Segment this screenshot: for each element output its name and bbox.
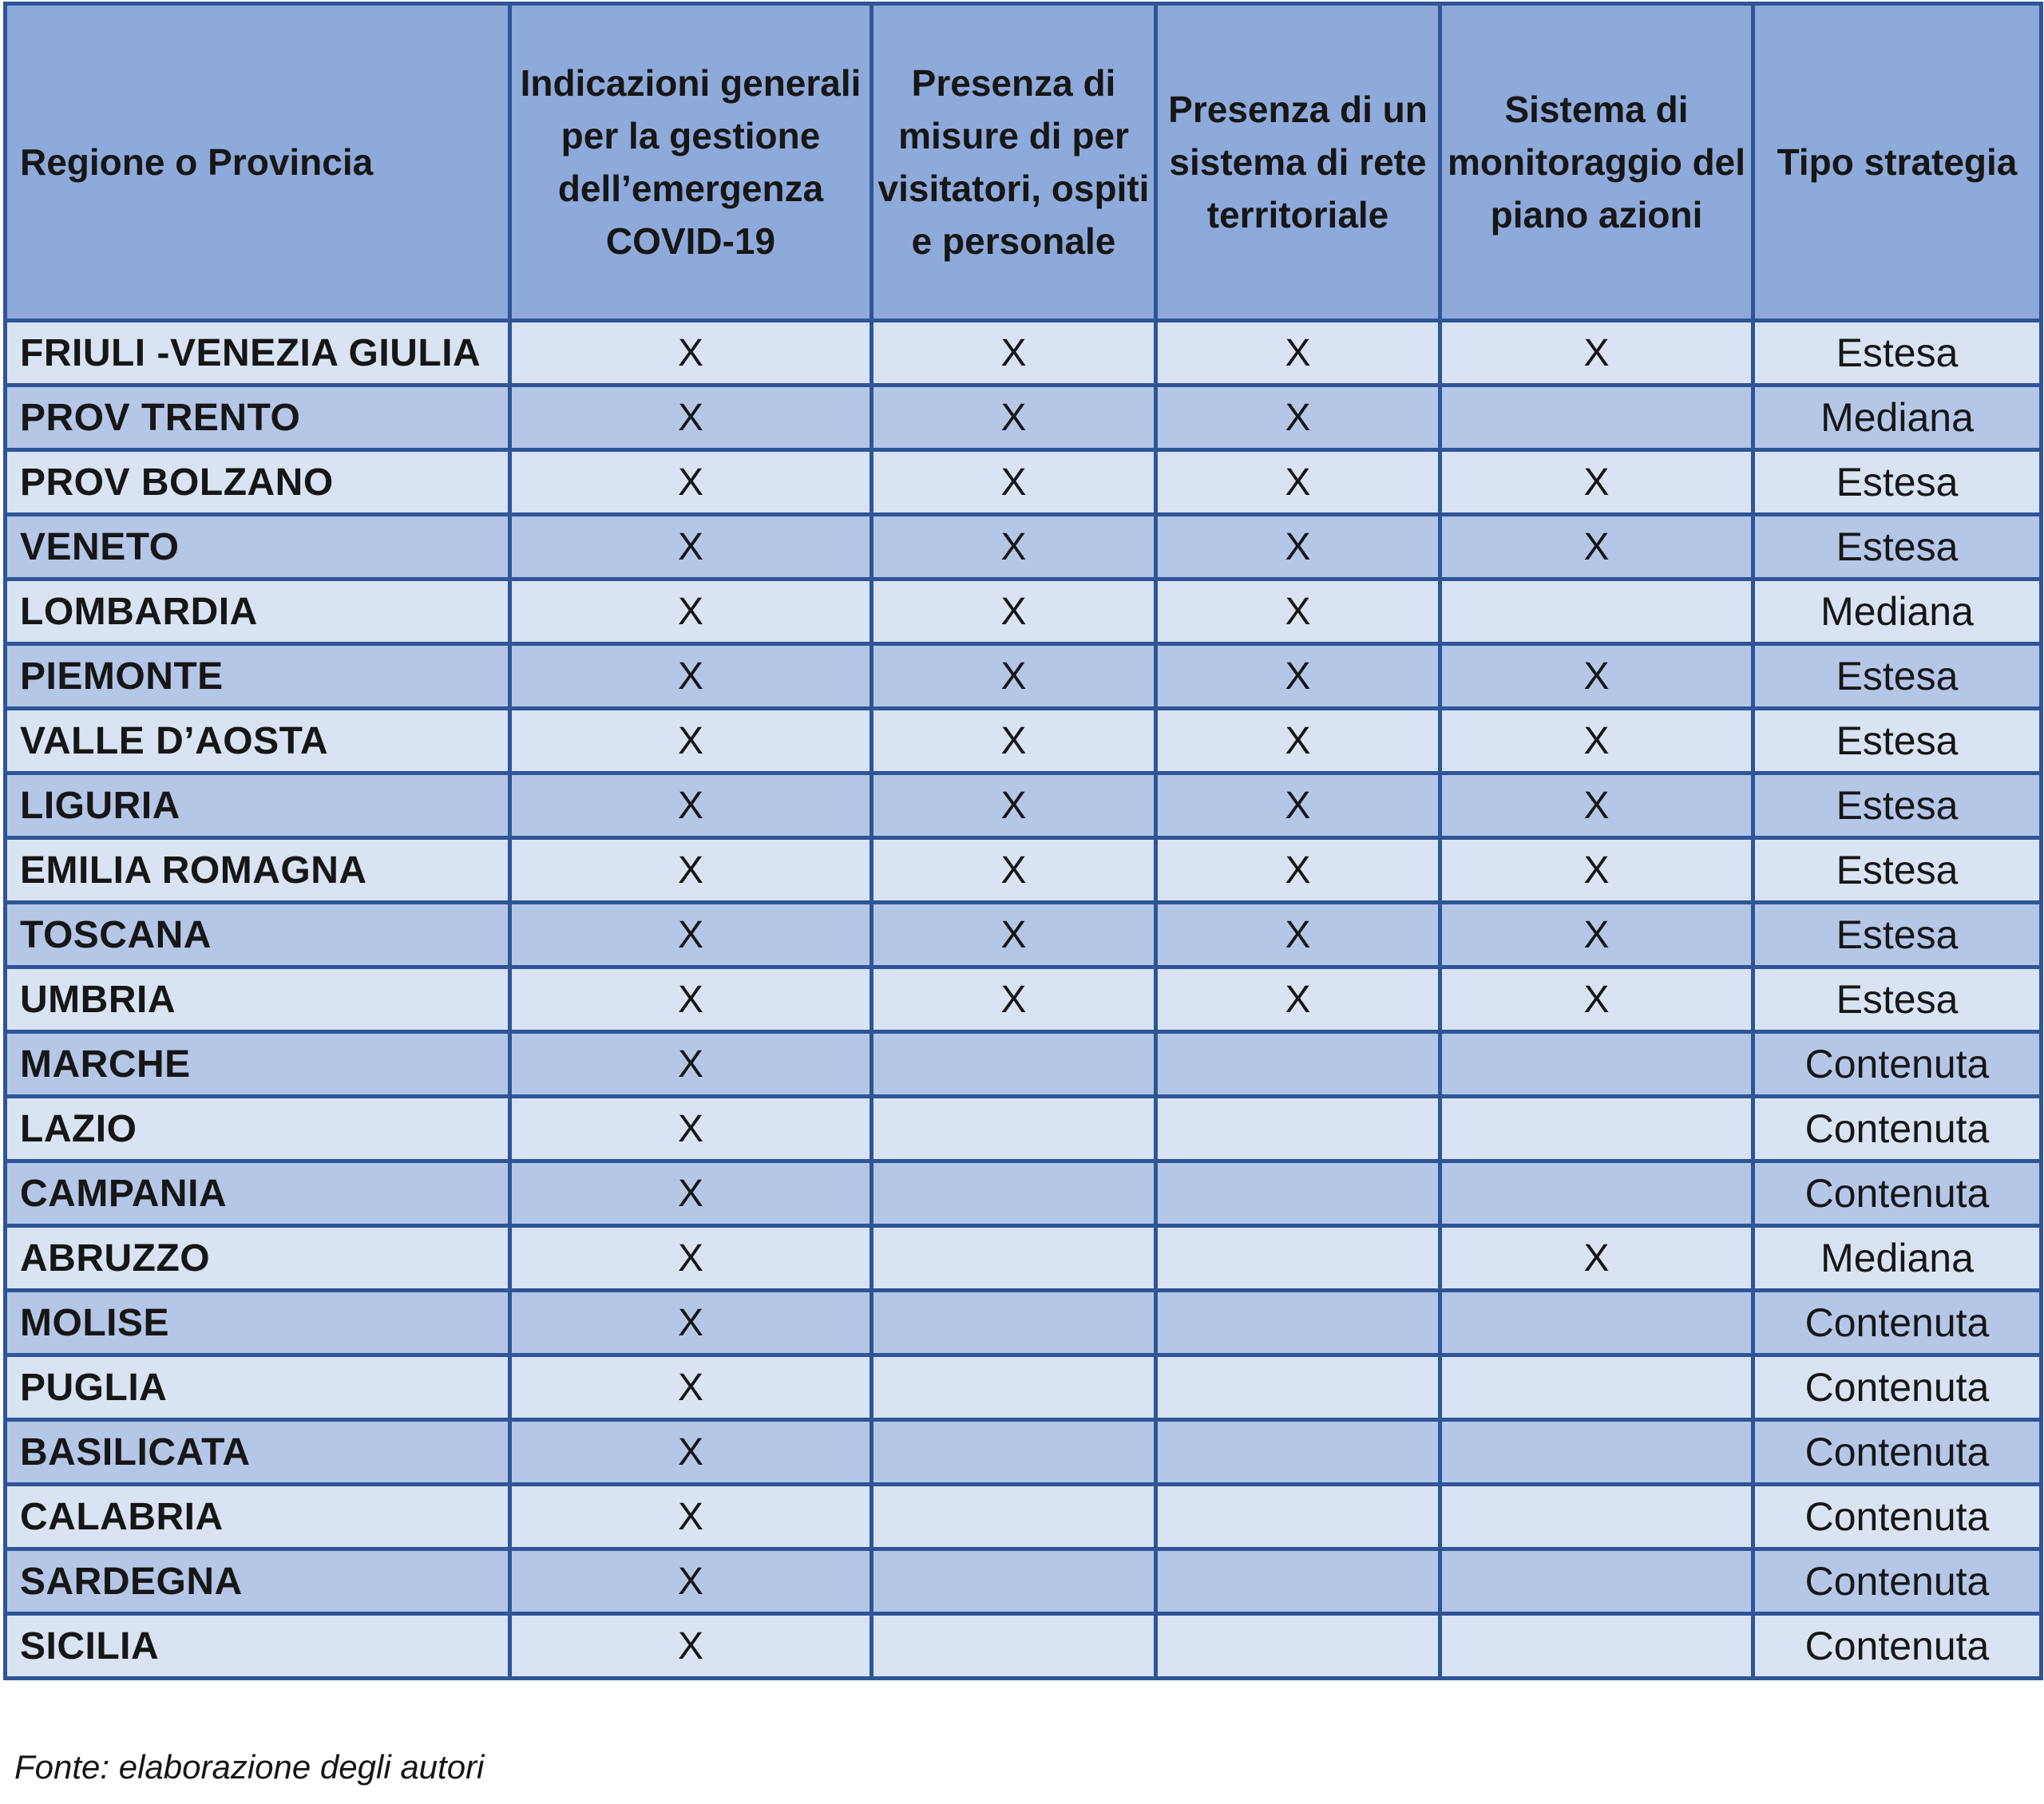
table-container [3,2,2039,1680]
table-row [6,515,2042,580]
general-indications-cell: X [510,838,872,903]
region-cell: SICILIA [6,1614,510,1679]
region-cell: ABRUZZO [6,1226,510,1291]
region-cell: MOLISE [6,1291,510,1355]
strategy-type-cell: Contenuta [1753,1614,2042,1679]
monitoring-system-cell [1440,1161,1753,1226]
general-indications-cell: X [510,1549,872,1614]
strategy-type-cell: Contenuta [1753,1161,2042,1226]
region-cell: EMILIA ROMAGNA [6,838,510,903]
territorial-network-cell: X [1156,967,1440,1032]
general-indications-cell: X [510,450,872,515]
visitor-measures-cell [872,1097,1156,1161]
strategy-type-cell: Contenuta [1753,1291,2042,1355]
territorial-network-cell [1156,1614,1440,1679]
region-cell: UMBRIA [6,967,510,1032]
territorial-network-cell [1156,1355,1440,1420]
general-indications-cell: X [510,644,872,709]
table-row [6,903,2042,967]
strategy-type-cell: Estesa [1753,967,2042,1032]
visitor-measures-cell [872,1420,1156,1485]
monitoring-system-cell [1440,1355,1753,1420]
visitor-measures-cell: X [872,515,1156,580]
territorial-network-cell: X [1156,903,1440,967]
general-indications-cell: X [510,515,872,580]
general-indications-cell: X [510,321,872,386]
region-cell: PUGLIA [6,1355,510,1420]
visitor-measures-cell [872,1032,1156,1097]
territorial-network-cell: X [1156,450,1440,515]
general-indications-cell: X [510,1291,872,1355]
table-row [6,1291,2042,1355]
visitor-measures-cell [872,1485,1156,1549]
territorial-network-cell [1156,1097,1440,1161]
general-indications-cell: X [510,1420,872,1485]
table-row [6,644,2042,709]
region-cell: VENETO [6,515,510,580]
monitoring-system-cell [1440,1420,1753,1485]
visitor-measures-cell [872,1355,1156,1420]
monitoring-system-cell: X [1440,450,1753,515]
monitoring-system-cell: X [1440,773,1753,838]
general-indications-cell: X [510,1614,872,1679]
table-row [6,386,2042,450]
region-cell: VALLE D’AOSTA [6,709,510,773]
table-row [6,773,2042,838]
column-header-monitoring-system: Sistema di monitoraggio del piano azioni [1440,4,1753,321]
general-indications-cell: X [510,773,872,838]
region-cell: CALABRIA [6,1485,510,1549]
visitor-measures-cell: X [872,773,1156,838]
monitoring-system-cell: X [1440,1226,1753,1291]
strategy-type-cell: Contenuta [1753,1420,2042,1485]
strategy-type-cell: Contenuta [1753,1032,2042,1097]
table-row [6,1549,2042,1614]
visitor-measures-cell [872,1614,1156,1679]
visitor-measures-cell: X [872,386,1156,450]
strategy-type-cell: Estesa [1753,644,2042,709]
general-indications-cell: X [510,903,872,967]
monitoring-system-cell [1440,1549,1753,1614]
strategy-table [3,2,2043,1680]
monitoring-system-cell: X [1440,709,1753,773]
territorial-network-cell [1156,1420,1440,1485]
strategy-type-cell: Contenuta [1753,1549,2042,1614]
strategy-type-cell: Estesa [1753,773,2042,838]
monitoring-system-cell [1440,1097,1753,1161]
strategy-type-cell: Contenuta [1753,1485,2042,1549]
table-row [6,1161,2042,1226]
table-row [6,838,2042,903]
visitor-measures-cell: X [872,644,1156,709]
monitoring-system-cell [1440,1614,1753,1679]
table-row [6,1097,2042,1161]
territorial-network-cell [1156,1485,1440,1549]
strategy-type-cell: Estesa [1753,515,2042,580]
column-header-region: Regione o Provincia [6,4,510,321]
visitor-measures-cell [872,1161,1156,1226]
monitoring-system-cell [1440,580,1753,644]
region-cell: SARDEGNA [6,1549,510,1614]
table-row [6,321,2042,386]
territorial-network-cell: X [1156,386,1440,450]
table-row [6,1355,2042,1420]
visitor-measures-cell: X [872,709,1156,773]
table-row [6,580,2042,644]
general-indications-cell: X [510,967,872,1032]
column-header-visitor-measures: Presenza di misure di per visitatori, ospiti e personale [872,4,1156,321]
header-row [6,4,2042,321]
territorial-network-cell [1156,1161,1440,1226]
region-cell: LOMBARDIA [6,580,510,644]
territorial-network-cell [1156,1549,1440,1614]
table-body [6,321,2042,1679]
region-cell: LAZIO [6,1097,510,1161]
column-header-territorial-network: Presenza di un sistema di rete territoriale [1156,4,1440,321]
table-row [6,1485,2042,1549]
table-row [6,450,2042,515]
strategy-type-cell: Estesa [1753,903,2042,967]
table-row [6,1032,2042,1097]
monitoring-system-cell [1440,1032,1753,1097]
region-cell: FRIULI -VENEZIA GIULIA [6,321,510,386]
region-cell: CAMPANIA [6,1161,510,1226]
monitoring-system-cell: X [1440,838,1753,903]
strategy-type-cell: Mediana [1753,386,2042,450]
strategy-type-cell: Estesa [1753,450,2042,515]
table-row [6,967,2042,1032]
monitoring-system-cell [1440,1291,1753,1355]
table-row [6,1420,2042,1485]
general-indications-cell: X [510,580,872,644]
table-row [6,1614,2042,1679]
visitor-measures-cell [872,1291,1156,1355]
strategy-type-cell: Estesa [1753,709,2042,773]
strategy-type-cell: Estesa [1753,838,2042,903]
territorial-network-cell: X [1156,321,1440,386]
monitoring-system-cell: X [1440,644,1753,709]
table-row [6,709,2042,773]
general-indications-cell: X [510,1355,872,1420]
visitor-measures-cell [872,1549,1156,1614]
region-cell: PIEMONTE [6,644,510,709]
strategy-type-cell: Mediana [1753,580,2042,644]
general-indications-cell: X [510,1226,872,1291]
column-header-strategy-type: Tipo strategia [1753,4,2042,321]
table-row [6,1226,2042,1291]
visitor-measures-cell [872,1226,1156,1291]
region-cell: MARCHE [6,1032,510,1097]
strategy-type-cell: Contenuta [1753,1355,2042,1420]
region-cell: TOSCANA [6,903,510,967]
general-indications-cell: X [510,1485,872,1549]
region-cell: LIGURIA [6,773,510,838]
monitoring-system-cell [1440,1485,1753,1549]
visitor-measures-cell: X [872,903,1156,967]
general-indications-cell: X [510,1097,872,1161]
region-cell: BASILICATA [6,1420,510,1485]
general-indications-cell: X [510,1161,872,1226]
territorial-network-cell: X [1156,515,1440,580]
region-cell: PROV TRENTO [6,386,510,450]
general-indications-cell: X [510,386,872,450]
territorial-network-cell [1156,1032,1440,1097]
visitor-measures-cell: X [872,580,1156,644]
territorial-network-cell [1156,1291,1440,1355]
monitoring-system-cell [1440,386,1753,450]
strategy-type-cell: Contenuta [1753,1097,2042,1161]
general-indications-cell: X [510,709,872,773]
strategy-type-cell: Mediana [1753,1226,2042,1291]
monitoring-system-cell: X [1440,967,1753,1032]
general-indications-cell: X [510,1032,872,1097]
source-note: Fonte: elaborazione degli autori [14,1748,485,1786]
strategy-type-cell: Estesa [1753,321,2042,386]
visitor-measures-cell: X [872,450,1156,515]
territorial-network-cell [1156,1226,1440,1291]
visitor-measures-cell: X [872,967,1156,1032]
territorial-network-cell: X [1156,838,1440,903]
monitoring-system-cell: X [1440,515,1753,580]
territorial-network-cell: X [1156,773,1440,838]
visitor-measures-cell: X [872,321,1156,386]
region-cell: PROV BOLZANO [6,450,510,515]
monitoring-system-cell: X [1440,321,1753,386]
visitor-measures-cell: X [872,838,1156,903]
column-header-general-indications: Indicazioni generali per la gestione dell’emergenza COVID-19 [510,4,872,321]
territorial-network-cell: X [1156,580,1440,644]
territorial-network-cell: X [1156,644,1440,709]
territorial-network-cell: X [1156,709,1440,773]
monitoring-system-cell: X [1440,903,1753,967]
